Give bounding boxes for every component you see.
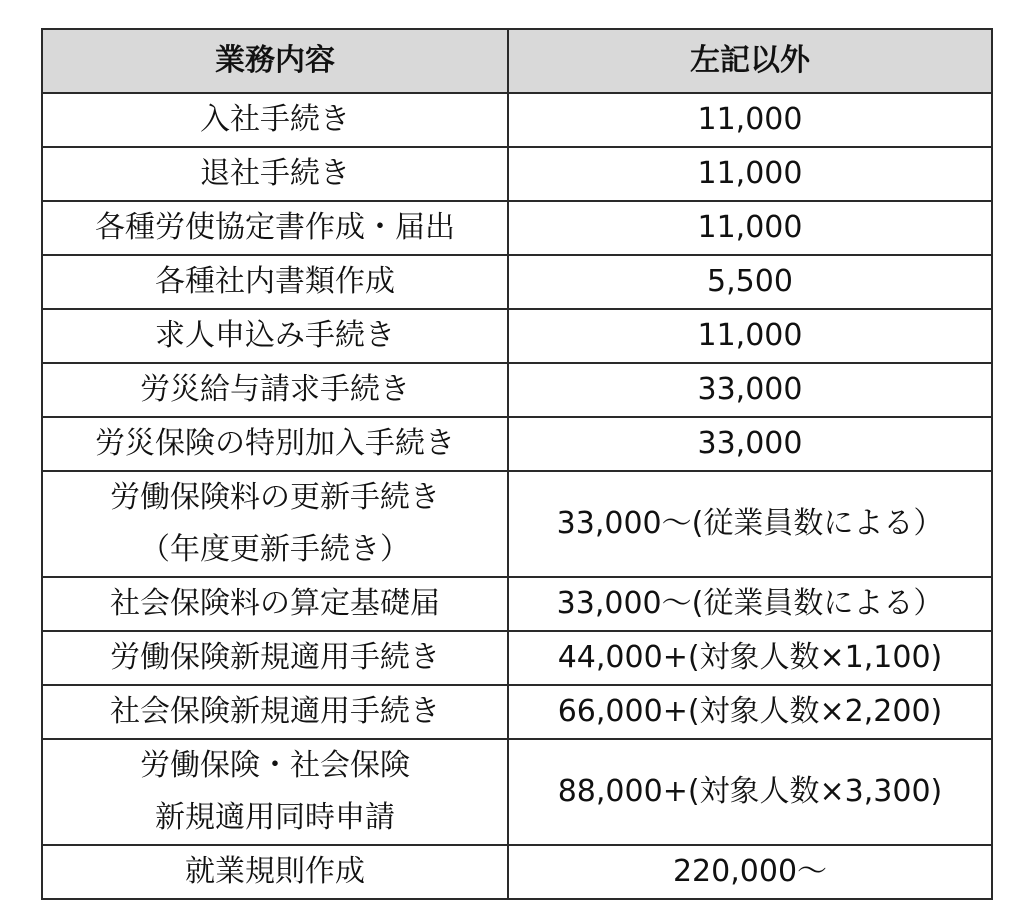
header-service: 業務内容 — [42, 29, 508, 93]
fee-cell: 33,000 — [508, 417, 992, 471]
service-cell: 社会保険新規適用手続き — [42, 685, 508, 739]
service-cell: 求人申込み手続き — [42, 309, 508, 363]
table-row — [42, 631, 992, 685]
fee-table — [41, 28, 993, 900]
table-row — [42, 845, 992, 899]
service-cell — [42, 739, 508, 845]
fee-cell: 88,000+(対象人数×3,300) — [508, 739, 992, 845]
fee-cell: 44,000+(対象人数×1,100) — [508, 631, 992, 685]
header-row — [42, 29, 992, 93]
service-cell: 労災給与請求手続き — [42, 363, 508, 417]
table-row — [42, 363, 992, 417]
service-cell — [42, 471, 508, 577]
service-line: 労働保険・社会保険 — [140, 748, 410, 783]
fee-cell: 11,000 — [508, 201, 992, 255]
fee-cell: 11,000 — [508, 309, 992, 363]
table-row — [42, 471, 992, 577]
fee-cell: 66,000+(対象人数×2,200) — [508, 685, 992, 739]
service-cell: 各種労使協定書作成・届出 — [42, 201, 508, 255]
fee-cell: 220,000〜 — [508, 845, 992, 899]
service-line: （年度更新手続き） — [140, 532, 410, 567]
service-cell: 労働保険新規適用手続き — [42, 631, 508, 685]
table-row — [42, 739, 992, 845]
table-row — [42, 309, 992, 363]
service-cell: 各種社内書類作成 — [42, 255, 508, 309]
service-line: 労働保険料の更新手続き — [110, 480, 440, 515]
service-cell: 労災保険の特別加入手続き — [42, 417, 508, 471]
table-row — [42, 147, 992, 201]
fee-cell: 11,000 — [508, 147, 992, 201]
fee-cell: 33,000〜(従業員数による） — [508, 577, 992, 631]
service-cell: 入社手続き — [42, 93, 508, 147]
service-cell: 社会保険料の算定基礎届 — [42, 577, 508, 631]
table-row — [42, 93, 992, 147]
fee-cell: 5,500 — [508, 255, 992, 309]
table-row — [42, 255, 992, 309]
fee-cell: 11,000 — [508, 93, 992, 147]
table-row — [42, 577, 992, 631]
table-row — [42, 685, 992, 739]
service-cell: 就業規則作成 — [42, 845, 508, 899]
header-fee: 左記以外 — [508, 29, 992, 93]
table-row — [42, 417, 992, 471]
service-cell: 退社手続き — [42, 147, 508, 201]
service-line: 新規適用同時申請 — [155, 800, 395, 835]
fee-cell: 33,000〜(従業員数による） — [508, 471, 992, 577]
table-row — [42, 201, 992, 255]
fee-cell: 33,000 — [508, 363, 992, 417]
